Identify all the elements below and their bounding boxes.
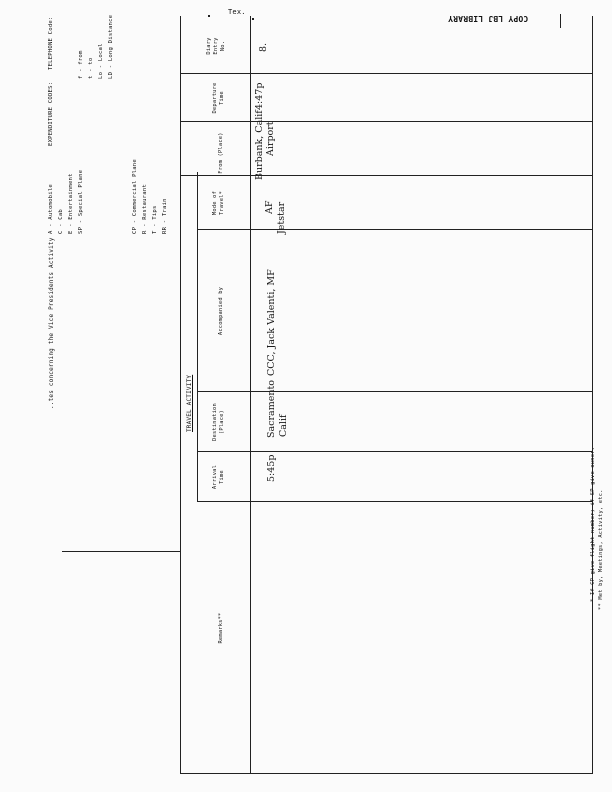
expenditure-code: C - Cab — [58, 209, 64, 234]
telephone-code: t - to — [88, 57, 94, 79]
header-accompanied: Accompanied by — [218, 286, 224, 336]
cell-from-line2: Airport — [265, 121, 276, 156]
corner-mark: Tex. — [228, 8, 246, 16]
header-arrival: Arrival Time — [212, 464, 225, 490]
code-block-divider — [62, 551, 180, 552]
cell-mode-line1: AF — [264, 200, 275, 214]
column-divider — [198, 229, 592, 230]
cell-arrival-time: 5:45p — [266, 454, 277, 482]
expenditure-code: E - Entertainment — [68, 173, 74, 234]
section-title: TRAVEL ACTIVITY — [186, 374, 193, 432]
expenditure-code: T - Tips — [152, 205, 158, 234]
expenditure-code: CP - Commercial Plane — [132, 159, 138, 234]
header-mode: Mode of Travel* — [212, 190, 225, 216]
expenditure-code: SP - Special Plane — [78, 169, 84, 234]
column-divider — [198, 501, 592, 502]
table-left-border — [180, 773, 592, 774]
expenditure-code: A - Automobile — [48, 184, 54, 234]
header-remarks: Remarks** — [218, 612, 224, 644]
expenditure-label: EXPENDITURE CODES: — [48, 81, 54, 146]
library-stamp: COPY LBJ LIBRARY — [448, 14, 529, 23]
header-destination: Destination (Place) — [212, 403, 225, 441]
expenditure-code: R - Restaurant — [142, 184, 148, 234]
column-divider — [180, 121, 592, 122]
column-divider — [198, 451, 592, 452]
expenditure-code: RR - Train — [162, 198, 168, 234]
table-bottom-border — [592, 16, 593, 774]
telephone-code: Lo - Local — [98, 43, 104, 79]
telephone-code: LD - Long Distance — [108, 14, 114, 79]
table-header-divider — [250, 16, 251, 774]
telephone-label: TELEPHONE Code: — [48, 16, 54, 70]
column-divider — [198, 391, 592, 392]
footnote-remarks: ** Met by, Meetings, Activity, etc. — [598, 489, 604, 610]
telephone-code: f - from — [78, 50, 84, 79]
header-from: From (Place) — [218, 132, 224, 174]
cell-destination-line2: Calif — [278, 414, 289, 437]
column-divider — [180, 175, 592, 176]
cell-destination-line1: Sacramento — [266, 380, 277, 438]
table-top-border — [180, 16, 181, 774]
cell-accompanied: CCC, Jack Valenti, MF — [266, 269, 277, 376]
cell-from-line1: Burbank, Calif — [254, 110, 265, 180]
footnote-mode: * If CP give flight number; if SP give owner. — [590, 446, 596, 602]
form-title: ..tes concerning the Vice Presidents Activity — [48, 237, 55, 409]
section-title-divider — [197, 172, 198, 502]
cell-entry-no: 8. — [258, 42, 269, 52]
column-divider — [180, 73, 592, 74]
header-diary-entry: Diary Entry No. — [206, 37, 226, 55]
header-departure-time: Departure Time — [212, 82, 225, 114]
cell-departure-time: 4:47p — [254, 82, 265, 110]
cell-mode-line2: Jetstar — [276, 201, 287, 234]
